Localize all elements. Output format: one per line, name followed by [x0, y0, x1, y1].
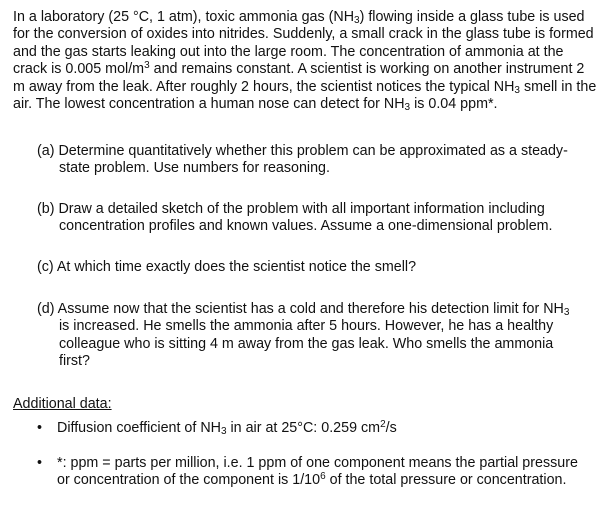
question-d-part: (d) Assume now that the scientist has a cold and therefore his detection limit for NH	[37, 301, 564, 317]
question-d-part: is increased. He smells the ammonia after 5 hours. However, he has a healthy colleague who is sitting 4 m away from the gas leak. Who smells the ammonia first?	[59, 318, 554, 370]
additional-item-text	[37, 420, 582, 437]
additional-item-ppm	[37, 455, 582, 490]
item-part: /s	[385, 420, 397, 436]
subscript: 3	[514, 84, 520, 96]
item-part: Diffusion coefficient of NH	[57, 420, 221, 436]
superscript: 2	[380, 419, 386, 430]
additional-item-diffusion	[37, 420, 582, 437]
additional-data-heading: Additional data:	[13, 396, 112, 412]
item-part: *: ppm = parts per million, i.e. 1 ppm of one component means the partial pressure or concentration of the component is 1/10	[57, 455, 578, 489]
subscript: 3	[563, 307, 570, 318]
question-b	[37, 201, 582, 236]
superscript: 6	[320, 471, 326, 483]
intro-text: ) flowing inside a glass tube is used for the conversion of oxides into nitrides. Suddenly, a small crack in the glass tube is formed and the gas starts leaking out into the large room. The concentration of ammonia at the crack is 0.005 mol/m	[13, 9, 594, 78]
question-c	[37, 259, 582, 276]
subscript: 3	[404, 102, 411, 114]
intro-text: is 0.04 ppm*.	[410, 96, 498, 113]
item-part: in air at 25°C: 0.259 cm	[226, 420, 381, 436]
bullet-icon: •	[37, 420, 43, 436]
question-d	[37, 301, 582, 371]
bullet-icon: •	[37, 455, 43, 471]
question-c-text: (c) At which time exactly does the scientist notice the smell?	[37, 259, 417, 275]
item-part: of the total pressure or concentration.	[325, 472, 567, 489]
additional-item-text	[37, 455, 582, 490]
intro-text: In a laboratory (25 °C, 1 atm), toxic ammonia gas (NH	[13, 9, 355, 25]
intro-text: and remains constant. A scientist is working on another instrument 2 m away from the leak. After roughly 2 hours, the scientist notices the typical NH	[13, 61, 585, 95]
subscript: 3	[354, 15, 360, 26]
question-d-text	[37, 301, 582, 371]
question-a-text: (a) Determine quantitatively whether this problem can be approximated as a steady-state problem. Use numbers for reasoning.	[37, 143, 568, 177]
subscript: 3	[220, 426, 227, 437]
question-b-text: (b) Draw a detailed sketch of the problem with all important information including concentration profiles and known values. Assume a one-dimensional problem.	[37, 201, 553, 235]
superscript: 3	[144, 60, 150, 72]
intro-text: smell in the air. The lowest concentration a human nose can detect for NH	[13, 78, 597, 113]
problem-intro	[13, 9, 598, 113]
question-a	[37, 143, 582, 178]
